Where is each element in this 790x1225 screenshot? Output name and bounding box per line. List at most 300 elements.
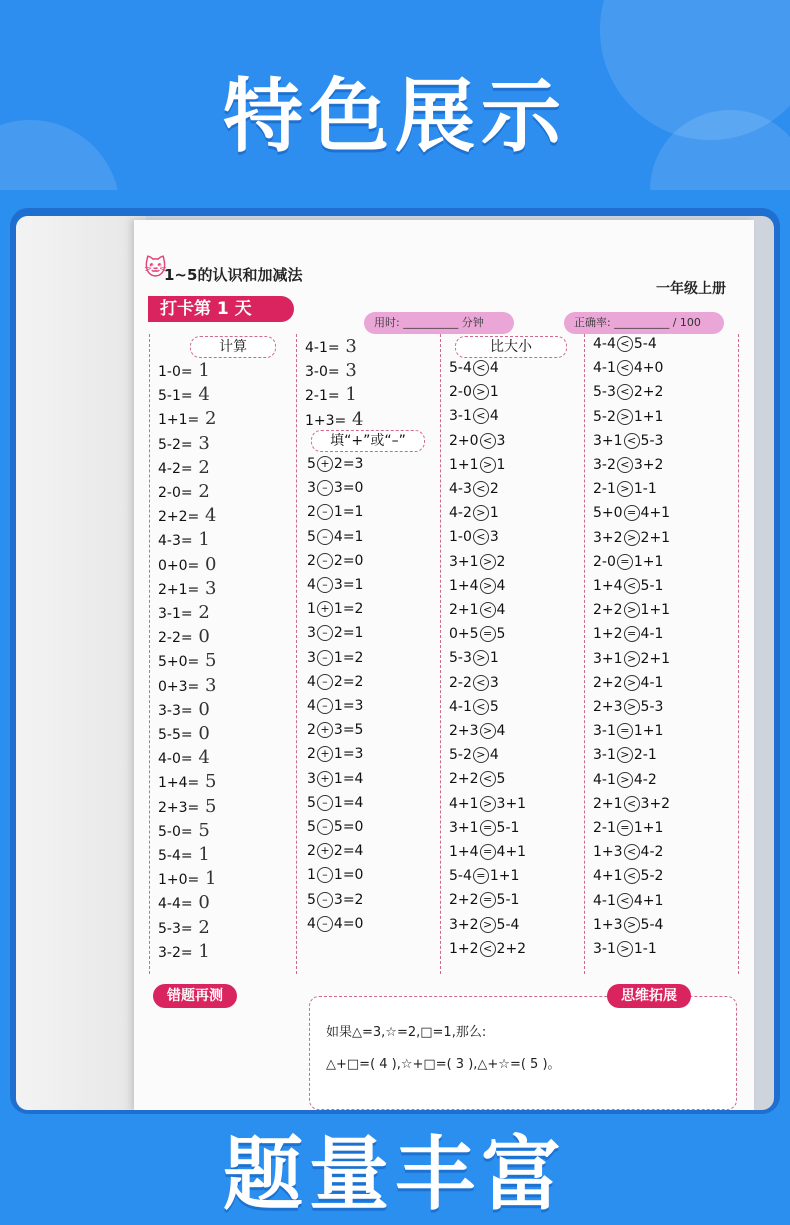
equation-question: 2+1= bbox=[158, 581, 200, 598]
operand-left: 1+2 bbox=[449, 940, 479, 957]
handwritten-answer: 2 bbox=[192, 456, 210, 478]
operator-circle: > bbox=[473, 650, 489, 666]
operand-left: 5-2 bbox=[449, 747, 472, 764]
operand-right: 4 bbox=[496, 577, 506, 594]
equation-row bbox=[593, 820, 663, 836]
operand-left: 1+1 bbox=[449, 456, 479, 473]
equation-row bbox=[158, 917, 210, 938]
equation-row bbox=[593, 602, 670, 618]
operator-circle: < bbox=[617, 336, 633, 352]
equation-row bbox=[307, 577, 363, 593]
equation-row bbox=[449, 554, 505, 570]
operand-right: 5-1 bbox=[496, 892, 520, 909]
operand-left: 3 bbox=[307, 770, 316, 787]
operator-circle: < bbox=[624, 868, 640, 884]
equation-question: 3-2= bbox=[158, 944, 193, 961]
operand-right: 1=0 bbox=[333, 867, 364, 884]
equation-row bbox=[307, 674, 363, 690]
handwritten-answer: 4 bbox=[192, 384, 210, 406]
operator-circle: + bbox=[317, 771, 333, 787]
column-2 bbox=[296, 334, 441, 974]
handwritten-answer: 1 bbox=[192, 529, 210, 551]
equation-question: 5-4= bbox=[158, 848, 193, 864]
handwritten-answer: 0 bbox=[199, 553, 217, 575]
operator-circle: > bbox=[617, 481, 633, 497]
operand-right: 1=3 bbox=[333, 746, 364, 763]
equation-row bbox=[449, 384, 499, 400]
equation-row bbox=[158, 675, 216, 696]
operand-left: 3-1 bbox=[593, 747, 616, 764]
operand-right: 5=0 bbox=[333, 819, 364, 835]
equation-row bbox=[593, 433, 663, 449]
page-header-title: 1~5的认识和加减法 bbox=[164, 266, 303, 284]
equation-question: 4-1= bbox=[305, 340, 340, 356]
operator-circle: – bbox=[317, 916, 333, 932]
equation-question: 5-3= bbox=[158, 920, 193, 937]
operand-left: 2-0 bbox=[593, 553, 616, 570]
equation-row bbox=[307, 795, 363, 811]
operator-circle: + bbox=[317, 601, 333, 617]
operator-circle: + bbox=[317, 746, 333, 762]
operand-left: 5 bbox=[307, 794, 316, 811]
operand-right: 4 bbox=[489, 408, 499, 425]
operator-circle: – bbox=[317, 480, 333, 496]
thinking-box bbox=[309, 996, 737, 1110]
handwritten-answer: 5 bbox=[199, 650, 217, 672]
equation-row bbox=[158, 360, 210, 381]
equation-row bbox=[593, 723, 663, 739]
equation-row bbox=[158, 602, 210, 623]
operator-circle: > bbox=[480, 917, 496, 933]
operand-right: 1+1 bbox=[633, 553, 664, 570]
operand-right: 2=1 bbox=[333, 625, 364, 642]
column-4 bbox=[584, 334, 739, 974]
equation-row bbox=[158, 771, 216, 792]
equation-row bbox=[593, 505, 670, 521]
operand-right: 5 bbox=[489, 698, 499, 715]
equation-question: 3-1= bbox=[158, 606, 193, 622]
operand-right: 1+1 bbox=[633, 408, 664, 425]
equation-row bbox=[593, 844, 663, 860]
equation-question: 2+2= bbox=[158, 509, 200, 526]
banner-title-top: 特色展示 bbox=[223, 70, 567, 163]
operand-right: 5-1 bbox=[640, 578, 664, 594]
column-3 bbox=[440, 334, 585, 974]
equation-row bbox=[158, 820, 210, 841]
operand-left: 5-3 bbox=[449, 650, 472, 667]
operand-right: 3=1 bbox=[333, 577, 364, 593]
operand-left: 3 bbox=[307, 625, 316, 642]
equation-row bbox=[593, 530, 670, 546]
operator-circle: > bbox=[617, 941, 633, 957]
operand-left: 3-1 bbox=[593, 941, 616, 957]
equation-row bbox=[449, 602, 505, 618]
equation-row bbox=[158, 554, 216, 575]
equation-row bbox=[449, 771, 505, 787]
banner-title-bottom: 题量丰富 bbox=[223, 1128, 567, 1221]
equation-row bbox=[307, 650, 363, 666]
operand-right: 5-3 bbox=[640, 432, 664, 449]
operand-right: 2=0 bbox=[333, 552, 364, 569]
equation-row bbox=[307, 916, 363, 932]
operator-circle: < bbox=[617, 360, 633, 376]
operator-circle: – bbox=[317, 577, 333, 593]
operand-left: 0+5 bbox=[449, 626, 479, 643]
operand-left: 4-1 bbox=[593, 771, 616, 788]
operator-circle: < bbox=[473, 529, 489, 545]
operand-left: 2+0 bbox=[449, 432, 479, 449]
operator-circle: < bbox=[473, 675, 489, 691]
equation-question: 0+0= bbox=[158, 557, 200, 574]
operator-circle: > bbox=[617, 772, 633, 788]
operand-right: 4 bbox=[496, 723, 506, 739]
operand-left: 5-4 bbox=[449, 868, 472, 885]
equation-row bbox=[307, 504, 363, 520]
col-head-calc: 计算 bbox=[190, 336, 276, 358]
equation-row bbox=[449, 505, 499, 521]
operator-circle: > bbox=[617, 747, 633, 763]
operand-right: 1+1 bbox=[633, 820, 664, 836]
operand-right: 2+1 bbox=[640, 529, 671, 546]
handwritten-answer: 1 bbox=[199, 868, 217, 890]
equation-row bbox=[158, 699, 210, 720]
equation-question: 3-0= bbox=[305, 364, 340, 381]
equation-row bbox=[449, 941, 526, 957]
equation-row bbox=[449, 433, 505, 449]
operand-right: 1+1 bbox=[640, 602, 671, 619]
equation-row bbox=[449, 360, 499, 376]
equation-question: 2-0= bbox=[158, 485, 193, 501]
operator-circle: + bbox=[317, 843, 333, 859]
operand-left: 2+2 bbox=[449, 892, 479, 909]
operand-right: 1=4 bbox=[333, 794, 364, 811]
operator-circle: > bbox=[480, 578, 496, 594]
col-head-compare: 比大小 bbox=[455, 336, 567, 358]
handwritten-answer: 2 bbox=[199, 408, 217, 430]
equation-row bbox=[307, 722, 363, 738]
equation-row bbox=[449, 820, 519, 836]
operand-right: 4 bbox=[496, 602, 506, 618]
operator-circle: – bbox=[317, 529, 333, 545]
operand-left: 1+4 bbox=[449, 577, 479, 594]
operator-circle: > bbox=[624, 651, 640, 667]
equation-row bbox=[307, 746, 363, 762]
equation-row bbox=[307, 553, 363, 569]
operand-right: 5 bbox=[496, 626, 506, 643]
handwritten-answer: 1 bbox=[192, 940, 210, 962]
equation-row bbox=[305, 409, 363, 430]
operator-circle: < bbox=[473, 699, 489, 715]
operand-right: 3+2 bbox=[633, 457, 664, 473]
equation-row bbox=[449, 675, 499, 691]
top-banner bbox=[0, 0, 790, 190]
operator-circle: < bbox=[624, 844, 640, 860]
equation-row bbox=[158, 796, 216, 817]
operand-right: 1-1 bbox=[633, 481, 657, 498]
operator-circle: < bbox=[473, 481, 489, 497]
operator-circle: – bbox=[317, 698, 333, 714]
operand-right: 4-2 bbox=[640, 844, 664, 861]
equation-row bbox=[593, 554, 663, 570]
operator-circle: < bbox=[624, 433, 640, 449]
equation-row bbox=[593, 772, 657, 788]
operand-left: 1+3 bbox=[593, 844, 623, 861]
operand-right: 1 bbox=[496, 456, 506, 473]
operand-right: 4-1 bbox=[640, 626, 664, 643]
operator-circle: = bbox=[624, 505, 640, 521]
operand-left: 1 bbox=[307, 601, 316, 618]
operand-right: 1-1 bbox=[633, 941, 657, 957]
operand-right: 4-1 bbox=[640, 674, 664, 691]
equation-row bbox=[593, 481, 657, 497]
operand-left: 3+1 bbox=[593, 650, 623, 667]
operand-right: 1 bbox=[489, 384, 499, 401]
operand-right: 2=3 bbox=[333, 456, 364, 472]
operator-circle: < bbox=[617, 457, 633, 473]
equation-row bbox=[158, 868, 216, 889]
equation-row bbox=[593, 360, 663, 376]
operand-left: 5 bbox=[307, 528, 316, 545]
equation-row bbox=[158, 505, 216, 526]
operand-right: 3 bbox=[496, 432, 506, 449]
handwritten-answer: 2 bbox=[192, 916, 210, 938]
equation-question: 1+3= bbox=[305, 412, 347, 429]
col-head-fill-op: 填“+”或“–” bbox=[311, 430, 425, 452]
operand-left: 4 bbox=[307, 915, 316, 932]
operator-circle: = bbox=[480, 892, 496, 908]
operand-left: 5+0 bbox=[593, 505, 623, 522]
operand-right: 1=1 bbox=[333, 504, 364, 521]
equation-row bbox=[307, 698, 363, 714]
operand-right: 2+2 bbox=[496, 940, 527, 957]
operand-left: 2-0 bbox=[449, 384, 472, 401]
operand-right: 1=2 bbox=[333, 649, 364, 666]
operator-circle: < bbox=[624, 578, 640, 594]
accuracy-pill: 正确率: __________ / 100 bbox=[564, 312, 724, 334]
equation-row bbox=[449, 578, 505, 594]
operator-circle: < bbox=[617, 893, 633, 909]
equation-row bbox=[449, 868, 519, 884]
equation-question: 2+3= bbox=[158, 799, 200, 816]
operand-right: 2 bbox=[489, 481, 499, 497]
operand-right: 2=2 bbox=[333, 673, 364, 690]
equation-row bbox=[305, 336, 357, 357]
equation-row bbox=[158, 747, 210, 768]
equation-question: 4-3= bbox=[158, 533, 193, 550]
equation-row bbox=[593, 699, 663, 715]
equation-question: 5-5= bbox=[158, 727, 193, 743]
operand-left: 2 bbox=[307, 722, 316, 739]
operand-left: 3+1 bbox=[449, 553, 479, 570]
handwritten-answer: 5 bbox=[199, 795, 217, 817]
equation-row bbox=[307, 529, 363, 545]
equation-row bbox=[593, 626, 663, 642]
operator-circle: < bbox=[473, 360, 489, 376]
operator-circle: – bbox=[317, 819, 333, 835]
equation-row bbox=[305, 384, 357, 405]
operand-left: 3-1 bbox=[593, 723, 616, 740]
handwritten-answer: 2 bbox=[192, 481, 210, 502]
operator-circle: – bbox=[317, 674, 333, 690]
time-pill: 用时: __________ 分钟 bbox=[364, 312, 514, 334]
equation-row bbox=[158, 529, 210, 550]
operand-left: 3+1 bbox=[449, 819, 479, 836]
operator-circle: = bbox=[480, 820, 496, 836]
equation-row bbox=[158, 941, 210, 962]
equation-row bbox=[449, 481, 499, 497]
operand-right: 5 bbox=[496, 771, 506, 788]
operator-circle: > bbox=[617, 409, 633, 425]
operator-circle: > bbox=[480, 796, 496, 812]
operator-circle: < bbox=[480, 602, 496, 618]
operand-left: 4+1 bbox=[593, 868, 623, 885]
equation-row bbox=[158, 384, 210, 405]
operand-right: 5-4 bbox=[633, 336, 657, 352]
operand-left: 1-0 bbox=[449, 529, 472, 546]
equation-row bbox=[158, 433, 210, 454]
equation-question: 5+0= bbox=[158, 654, 200, 671]
operand-right: 3=0 bbox=[333, 480, 364, 497]
equation-row bbox=[593, 336, 657, 352]
equation-row bbox=[307, 601, 363, 617]
operator-circle: – bbox=[317, 867, 333, 883]
equation-row bbox=[158, 457, 210, 478]
equation-question: 1+1= bbox=[158, 412, 200, 429]
operand-right: 4 bbox=[489, 747, 499, 764]
equation-row bbox=[158, 578, 216, 599]
equation-row bbox=[593, 868, 663, 884]
operand-left: 2+2 bbox=[449, 771, 479, 788]
think-line-2: △+□=( 4 ),☆+□=( 3 ),△+☆=( 5 )。 bbox=[326, 1057, 561, 1072]
operand-left: 1+4 bbox=[449, 844, 479, 860]
operator-circle: > bbox=[473, 505, 489, 521]
operator-circle: – bbox=[317, 795, 333, 811]
operand-right: 5-3 bbox=[640, 699, 664, 715]
handwritten-answer: 1 bbox=[192, 844, 210, 865]
handwritten-answer: 1 bbox=[192, 360, 210, 381]
equation-row bbox=[158, 408, 216, 429]
day-tag: 打卡第 1 天 bbox=[148, 296, 294, 322]
equation-row bbox=[593, 893, 663, 909]
equation-row bbox=[307, 843, 363, 859]
handwritten-answer: 4 bbox=[192, 747, 210, 769]
operand-left: 4-1 bbox=[593, 360, 616, 377]
operator-circle: < bbox=[480, 433, 496, 449]
operand-left: 5-2 bbox=[593, 408, 616, 425]
operator-circle: < bbox=[480, 941, 496, 957]
operand-right: 1=3 bbox=[333, 698, 364, 714]
equation-row bbox=[449, 844, 526, 860]
handwritten-answer: 3 bbox=[199, 577, 217, 599]
operand-right: 3=2 bbox=[333, 891, 364, 908]
operand-right: 2-1 bbox=[633, 747, 657, 764]
book-photo bbox=[16, 216, 774, 1110]
operand-right: 5-4 bbox=[640, 916, 664, 933]
equation-question: 2-1= bbox=[305, 388, 340, 405]
workbook-page bbox=[134, 220, 754, 1110]
operand-right: 2+1 bbox=[640, 650, 671, 667]
equation-row bbox=[158, 481, 210, 502]
equation-row bbox=[593, 384, 663, 400]
equation-question: 2-2= bbox=[158, 630, 193, 647]
operand-left: 1 bbox=[307, 867, 316, 884]
equation-question: 4-0= bbox=[158, 751, 193, 768]
cat-mascot-icon: 🐱 bbox=[144, 256, 167, 281]
operand-right: 2 bbox=[496, 553, 506, 570]
handwritten-answer: 2 bbox=[192, 602, 210, 623]
operator-circle: + bbox=[317, 456, 333, 472]
equation-row bbox=[449, 408, 499, 424]
equation-row bbox=[449, 650, 499, 666]
operand-left: 2+1 bbox=[593, 795, 623, 812]
equation-row bbox=[307, 456, 363, 472]
equation-question: 5-1= bbox=[158, 388, 193, 405]
equation-row bbox=[449, 723, 505, 739]
think-line-1: 如果△=3,☆=2,□=1,那么: bbox=[326, 1025, 487, 1040]
operator-circle: – bbox=[317, 553, 333, 569]
equation-question: 1-0= bbox=[158, 364, 193, 380]
operand-right: 1+1 bbox=[633, 723, 664, 740]
handwritten-answer: 3 bbox=[199, 674, 217, 696]
equation-row bbox=[158, 723, 210, 744]
operator-circle: = bbox=[617, 554, 633, 570]
operand-left: 2-1 bbox=[593, 820, 616, 836]
operand-left: 5 bbox=[307, 819, 316, 835]
operator-circle: > bbox=[624, 530, 640, 546]
operand-left: 2-1 bbox=[593, 481, 616, 498]
equation-row bbox=[593, 409, 663, 425]
operator-circle: = bbox=[480, 844, 496, 860]
equation-row bbox=[307, 480, 363, 496]
operand-left: 3+2 bbox=[593, 529, 623, 546]
equation-row bbox=[307, 892, 363, 908]
equation-row bbox=[593, 941, 657, 957]
equation-row bbox=[449, 626, 505, 642]
operand-right: 3+2 bbox=[640, 795, 671, 812]
operand-left: 2+3 bbox=[449, 723, 479, 739]
operand-left: 2+3 bbox=[593, 699, 623, 715]
wrong-retest-tag: 错题再测 bbox=[153, 984, 237, 1008]
equation-row bbox=[449, 796, 526, 812]
operand-right: 3 bbox=[489, 529, 499, 546]
operand-left: 4 bbox=[307, 698, 316, 714]
operator-circle: > bbox=[624, 675, 640, 691]
equation-row bbox=[449, 747, 499, 763]
equation-row bbox=[449, 892, 519, 908]
operand-right: 1 bbox=[489, 650, 499, 667]
operand-left: 5-4 bbox=[449, 360, 472, 376]
equation-row bbox=[158, 892, 210, 913]
operator-circle: < bbox=[480, 771, 496, 787]
operand-right: 4+1 bbox=[633, 892, 664, 909]
operand-left: 4-3 bbox=[449, 481, 472, 497]
operand-right: 4+1 bbox=[640, 505, 671, 522]
handwritten-answer: 0 bbox=[192, 723, 210, 744]
equation-row bbox=[449, 917, 519, 933]
operator-circle: > bbox=[480, 554, 496, 570]
equation-row bbox=[158, 844, 210, 865]
operand-left: 2-2 bbox=[449, 674, 472, 691]
operand-left: 3-2 bbox=[593, 457, 616, 473]
operand-left: 4-2 bbox=[449, 505, 472, 522]
bottom-section bbox=[149, 984, 739, 1110]
operand-left: 1+3 bbox=[593, 916, 623, 933]
equation-row bbox=[593, 675, 663, 691]
equation-row bbox=[305, 360, 357, 381]
handwritten-answer: 5 bbox=[199, 771, 217, 793]
operator-circle: < bbox=[617, 384, 633, 400]
operator-circle: – bbox=[317, 892, 333, 908]
